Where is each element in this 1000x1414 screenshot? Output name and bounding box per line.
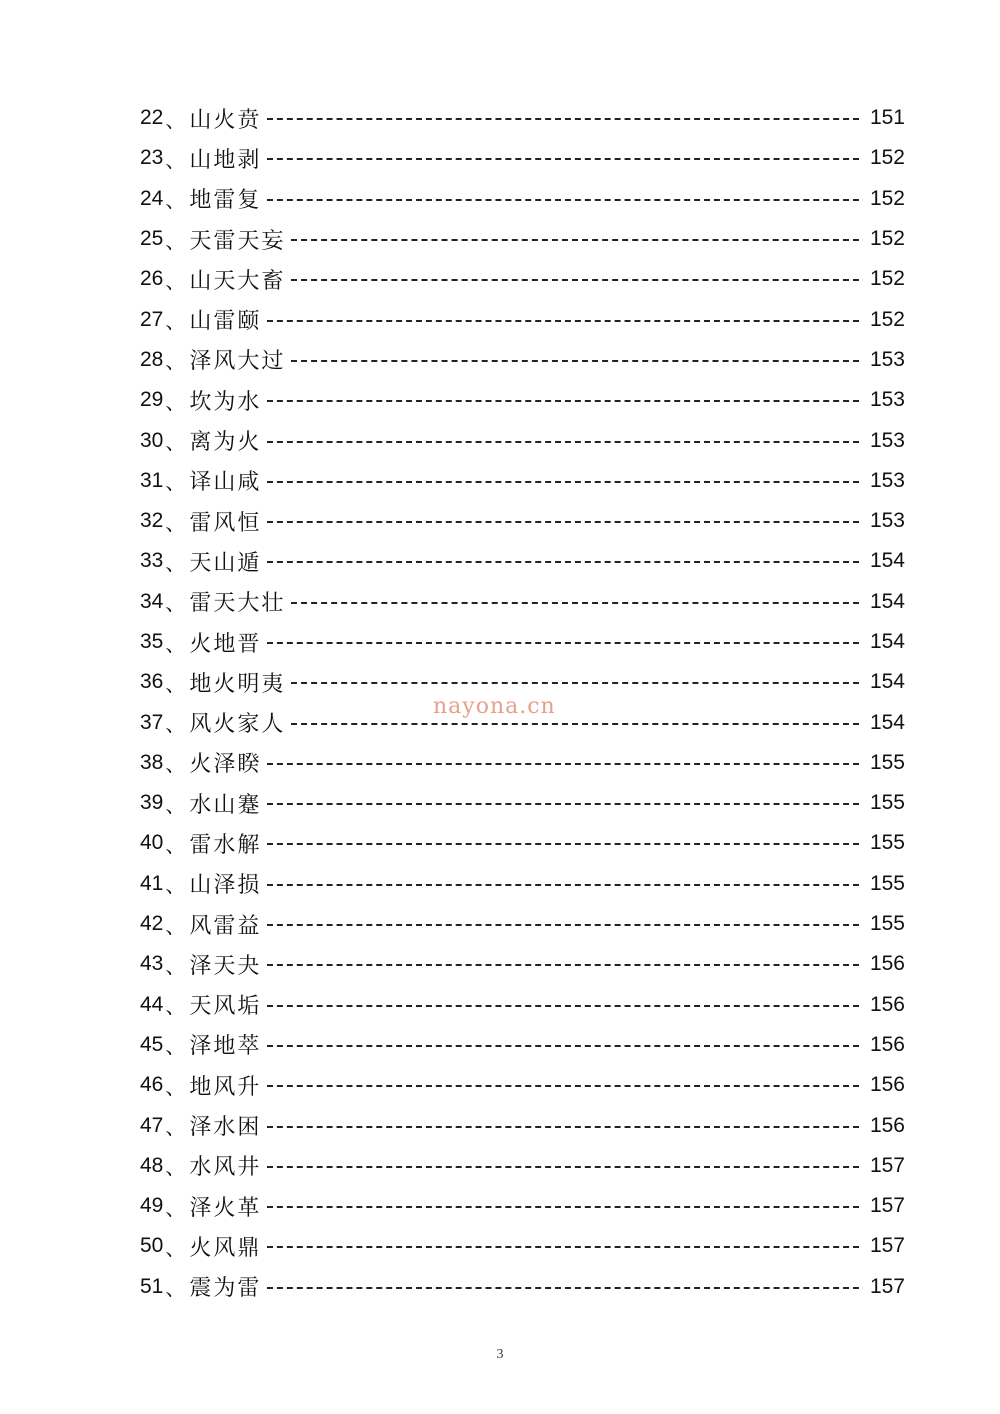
toc-entry-number: 45 [140, 1032, 164, 1056]
toc-entry-separator: 、 [165, 470, 186, 495]
toc-entry-page: 156 [869, 1073, 905, 1097]
toc-entry-number: 44 [140, 992, 164, 1016]
toc-entry-separator: 、 [165, 147, 186, 172]
toc-entry-leader [267, 481, 859, 483]
toc-entry-page: 153 [869, 509, 905, 533]
toc-entry-separator: 、 [165, 1074, 186, 1099]
toc-entry-leader [267, 803, 859, 805]
toc-entry-page: 155 [869, 912, 905, 936]
toc-entry-page: 154 [869, 710, 905, 734]
toc-entry-title: 雷风恒 [189, 510, 262, 536]
toc-entry-page: 157 [869, 1274, 905, 1298]
toc-entry-number: 22 [140, 106, 164, 130]
toc-entry[interactable] [140, 1105, 905, 1145]
toc-entry-separator: 、 [165, 994, 186, 1019]
toc-entry-separator: 、 [165, 913, 186, 938]
toc-entry-separator: 、 [165, 309, 186, 334]
toc-entry-leader [267, 1166, 859, 1168]
toc-entry-page: 151 [869, 106, 905, 130]
toc-entry[interactable] [140, 340, 905, 380]
toc-entry-separator: 、 [165, 228, 186, 253]
toc-entry[interactable] [140, 622, 905, 662]
toc-entry[interactable] [140, 582, 905, 622]
toc-entry-leader [267, 1126, 859, 1128]
toc-entry-page: 155 [869, 831, 905, 855]
toc-entry-number: 49 [140, 1194, 164, 1218]
toc-entry-leader [267, 441, 859, 443]
toc-entry-separator: 、 [165, 188, 186, 213]
toc-entry-separator: 、 [165, 1155, 186, 1180]
toc-entry-separator: 、 [165, 832, 186, 857]
toc-entry-separator: 、 [165, 389, 186, 414]
toc-entry[interactable] [140, 904, 905, 944]
toc-entry[interactable] [140, 985, 905, 1025]
toc-entry-number: 28 [140, 347, 164, 371]
toc-entry-number: 29 [140, 388, 164, 412]
toc-entry-leader [267, 521, 859, 523]
toc-entry-title: 风火家人 [189, 712, 286, 738]
watermark: nayona.cn [433, 694, 556, 719]
toc-entry-page: 152 [869, 307, 905, 331]
toc-entry-page: 157 [869, 1234, 905, 1258]
toc-entry-number: 46 [140, 1073, 164, 1097]
toc-entry-number: 39 [140, 791, 164, 815]
toc-entry-leader [267, 964, 859, 966]
toc-entry-separator: 、 [165, 752, 186, 777]
toc-entry-page: 155 [869, 871, 905, 895]
toc-entry[interactable] [140, 461, 905, 501]
toc-entry[interactable] [140, 219, 905, 259]
toc-entry-title: 震为雷 [189, 1276, 262, 1302]
toc-entry[interactable] [140, 541, 905, 581]
toc-entry-number: 31 [140, 468, 164, 492]
toc-entry-number: 42 [140, 912, 164, 936]
toc-entry-title: 火地晋 [189, 631, 262, 657]
toc-entry-leader [267, 400, 859, 402]
toc-entry-number: 33 [140, 549, 164, 573]
toc-entry-leader [267, 199, 859, 201]
toc-entry-leader [267, 884, 859, 886]
toc-entry-title: 泽风大过 [189, 349, 286, 375]
toc-entry-number: 36 [140, 670, 164, 694]
toc-entry-page: 153 [869, 428, 905, 452]
toc-entry-title: 雷天大壮 [189, 591, 286, 617]
toc-entry-leader [267, 1045, 859, 1047]
toc-entry-number: 37 [140, 710, 164, 734]
toc-entry-separator: 、 [165, 550, 186, 575]
toc-entry-number: 48 [140, 1153, 164, 1177]
toc-entry-title: 天山遁 [189, 550, 262, 576]
toc-entry-leader [267, 924, 859, 926]
toc-entry-leader [267, 158, 859, 160]
toc-entry-title: 山雷颐 [189, 309, 262, 335]
toc-entry-number: 47 [140, 1113, 164, 1137]
toc-entry-title: 风雷益 [189, 913, 262, 939]
toc-entry-number: 25 [140, 227, 164, 251]
toc-entry-title: 山泽损 [189, 873, 262, 899]
toc-entry[interactable] [140, 259, 905, 299]
toc-entry-separator: 、 [165, 1235, 186, 1260]
toc-entry-title: 地火明夷 [189, 671, 286, 697]
toc-entry-title: 译山咸 [189, 470, 262, 496]
toc-entry-title: 雷水解 [189, 832, 262, 858]
toc-entry-title: 地雷复 [189, 188, 262, 214]
toc-entry[interactable] [140, 1267, 905, 1307]
toc-entry-page: 152 [869, 146, 905, 170]
toc-entry-title: 地风升 [189, 1074, 262, 1100]
toc-entry-page: 152 [869, 186, 905, 210]
toc-entry-leader [267, 843, 859, 845]
toc-entry[interactable] [140, 783, 905, 823]
toc-entry-leader [291, 602, 859, 604]
toc-entry-leader [267, 320, 859, 322]
toc-entry-leader [267, 1246, 859, 1248]
toc-entry[interactable] [140, 1186, 905, 1226]
toc-entry-leader [291, 279, 859, 281]
toc-entry-page: 153 [869, 388, 905, 412]
toc-entry-title: 天风垢 [189, 994, 262, 1020]
toc-entry[interactable] [140, 420, 905, 460]
toc-entry-page: 156 [869, 1113, 905, 1137]
toc-entry-leader [291, 682, 859, 684]
toc-entry-leader [267, 642, 859, 644]
toc-entry-separator: 、 [165, 1034, 186, 1059]
toc-entry-page: 156 [869, 992, 905, 1016]
toc-entry-page: 152 [869, 267, 905, 291]
toc-entry-page: 152 [869, 227, 905, 251]
toc-entry-page: 153 [869, 347, 905, 371]
toc-entry[interactable] [140, 299, 905, 339]
toc-entry-separator: 、 [165, 671, 186, 696]
toc-entry-separator: 、 [165, 591, 186, 616]
toc-entry-title: 泽天夬 [189, 953, 262, 979]
toc-entry-leader [267, 763, 859, 765]
toc-entry[interactable] [140, 179, 905, 219]
toc-entry[interactable] [140, 944, 905, 984]
toc-entry-page: 154 [869, 589, 905, 613]
toc-entry-page: 157 [869, 1194, 905, 1218]
toc-entry-title: 水风井 [189, 1155, 262, 1181]
toc-entry[interactable] [140, 98, 905, 138]
toc-entry-title: 山天大畜 [189, 268, 286, 294]
toc-entry-leader [267, 561, 859, 563]
toc-entry-page: 155 [869, 791, 905, 815]
toc-entry-number: 26 [140, 267, 164, 291]
toc-entry-separator: 、 [165, 1276, 186, 1301]
toc-entry-separator: 、 [165, 349, 186, 374]
toc-entry-title: 离为火 [189, 430, 262, 456]
toc-entry-number: 40 [140, 831, 164, 855]
toc-entry-leader [267, 1005, 859, 1007]
toc-entry[interactable] [140, 1146, 905, 1186]
toc-entry-title: 火泽睽 [189, 752, 262, 778]
toc-entry-page: 156 [869, 1032, 905, 1056]
toc-entry-separator: 、 [165, 1115, 186, 1140]
toc-entry-number: 24 [140, 186, 164, 210]
toc-entry-title: 天雷天妄 [189, 228, 286, 254]
toc-entry-page: 154 [869, 549, 905, 573]
toc-entry-leader [291, 360, 859, 362]
toc-entry-separator: 、 [165, 107, 186, 132]
toc-entry[interactable] [140, 743, 905, 783]
toc-entry-leader [267, 1085, 859, 1087]
toc-entry-title: 泽地萃 [189, 1034, 262, 1060]
toc-entry[interactable] [140, 138, 905, 178]
toc-entry[interactable] [140, 1025, 905, 1065]
toc-entry-leader [291, 723, 859, 725]
toc-entry-page: 153 [869, 468, 905, 492]
toc-entry-leader [267, 118, 859, 120]
toc-entry-title: 火风鼎 [189, 1235, 262, 1261]
toc-entry-number: 43 [140, 952, 164, 976]
toc-entry-leader [267, 1287, 859, 1289]
toc-entry-separator: 、 [165, 510, 186, 535]
toc-entry-separator: 、 [165, 631, 186, 656]
toc-entry-title: 山地剥 [189, 147, 262, 173]
toc-entry-separator: 、 [165, 1195, 186, 1220]
toc-entry-title: 泽水困 [189, 1115, 262, 1141]
toc-entry-separator: 、 [165, 873, 186, 898]
toc-entry[interactable] [140, 823, 905, 863]
toc-entry-page: 157 [869, 1153, 905, 1177]
toc-entry-separator: 、 [165, 268, 186, 293]
page-number: 3 [496, 1347, 504, 1362]
toc-entry-separator: 、 [165, 430, 186, 455]
toc-entry-number: 32 [140, 509, 164, 533]
toc-entry[interactable] [140, 864, 905, 904]
toc-entry-separator: 、 [165, 953, 186, 978]
toc-entry-separator: 、 [165, 792, 186, 817]
toc-entry-title: 泽火革 [189, 1195, 262, 1221]
toc-entry-separator: 、 [165, 712, 186, 737]
toc-entry-leader [291, 239, 859, 241]
toc-entry-title: 坎为水 [189, 389, 262, 415]
toc-entry-title: 山火贲 [189, 107, 262, 133]
toc-entry-number: 51 [140, 1274, 164, 1298]
toc-entry-number: 27 [140, 307, 164, 331]
toc-entry[interactable] [140, 1226, 905, 1266]
toc-entry-leader [267, 1206, 859, 1208]
toc-entry-page: 154 [869, 670, 905, 694]
toc-entry-number: 41 [140, 871, 164, 895]
toc-entry-number: 38 [140, 750, 164, 774]
toc-entry-number: 35 [140, 630, 164, 653]
toc-entry-number: 23 [140, 146, 164, 170]
toc-entry[interactable] [140, 380, 905, 420]
toc-entry[interactable] [140, 501, 905, 541]
toc-entry-title: 水山蹇 [189, 792, 262, 818]
toc-entry-number: 50 [140, 1234, 164, 1258]
toc-entry[interactable] [140, 1065, 905, 1105]
toc-entry-page: 154 [869, 630, 905, 653]
toc-entry-number: 34 [140, 589, 164, 613]
toc-entry-number: 30 [140, 428, 164, 452]
toc-entry-page: 156 [869, 952, 905, 976]
toc-entry-page: 155 [869, 750, 905, 774]
